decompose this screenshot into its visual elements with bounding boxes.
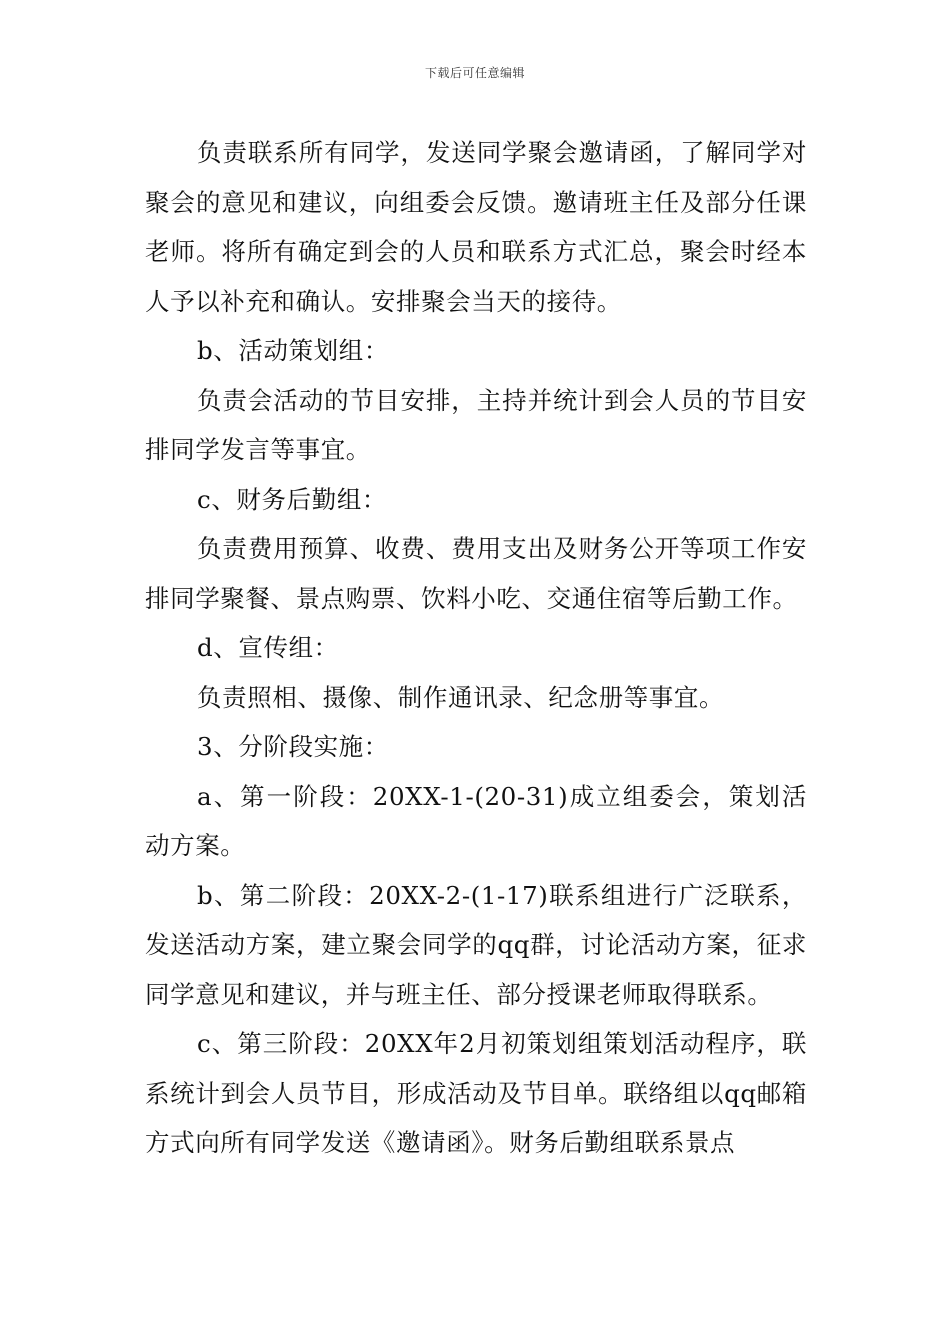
paragraph-finance-group-duties: 负责费用预算、收费、费用支出及财务公开等项工作安排同学聚餐、景点购票、饮料小吃、交通住宿等后勤工作。	[145, 534, 807, 613]
paragraph-heading-publicity-group: d、宣传组：	[197, 633, 339, 662]
paragraph-heading-finance-group: c、财务后勤组：	[197, 484, 388, 514]
paragraph-phase-one: a、第一阶段：20XX-1-(20-31)成立组委会，策划活动方案。	[145, 781, 807, 860]
page-header: 下载后可任意编辑	[424, 66, 525, 80]
document-body	[145, 128, 807, 1168]
paragraph-heading-phases: 3、分阶段实施：	[197, 732, 389, 761]
paragraph-phase-three: c、第三阶段：20XX年2月初策划组策划活动程序，联系统计到会人员节目，形成活动及节目单。联络组以qq邮箱方式向所有同学发送《邀请函》。财务后勤组联系景点	[145, 1029, 807, 1157]
paragraph-phase-two: b、第二阶段：20XX-2-(1-17)联系组进行广泛联系，发送活动方案，建立聚会同学的qq群，讨论活动方案，征求同学意见和建议，并与班主任、部分授课老师取得联系。	[145, 880, 807, 1009]
paragraph-heading-planning-group: b、活动策划组：	[197, 336, 389, 365]
paragraph-publicity-group-duties: 负责照相、摄像、制作通讯录、纪念册等事宜。	[197, 682, 725, 712]
paragraph-planning-group-duties: 负责会活动的节目安排，主持并统计到会人员的节目安排同学发言等事宜。	[145, 385, 807, 464]
paragraph-contact-group-duties: 负责联系所有同学，发送同学聚会邀请函，了解同学对聚会的意见和建议，向组委会反馈。邀请班主任及部分任课老师。将所有确定到会的人员和联系方式汇总，聚会时经本人予以补充和确认。安排聚会当天的接待。	[145, 138, 807, 316]
